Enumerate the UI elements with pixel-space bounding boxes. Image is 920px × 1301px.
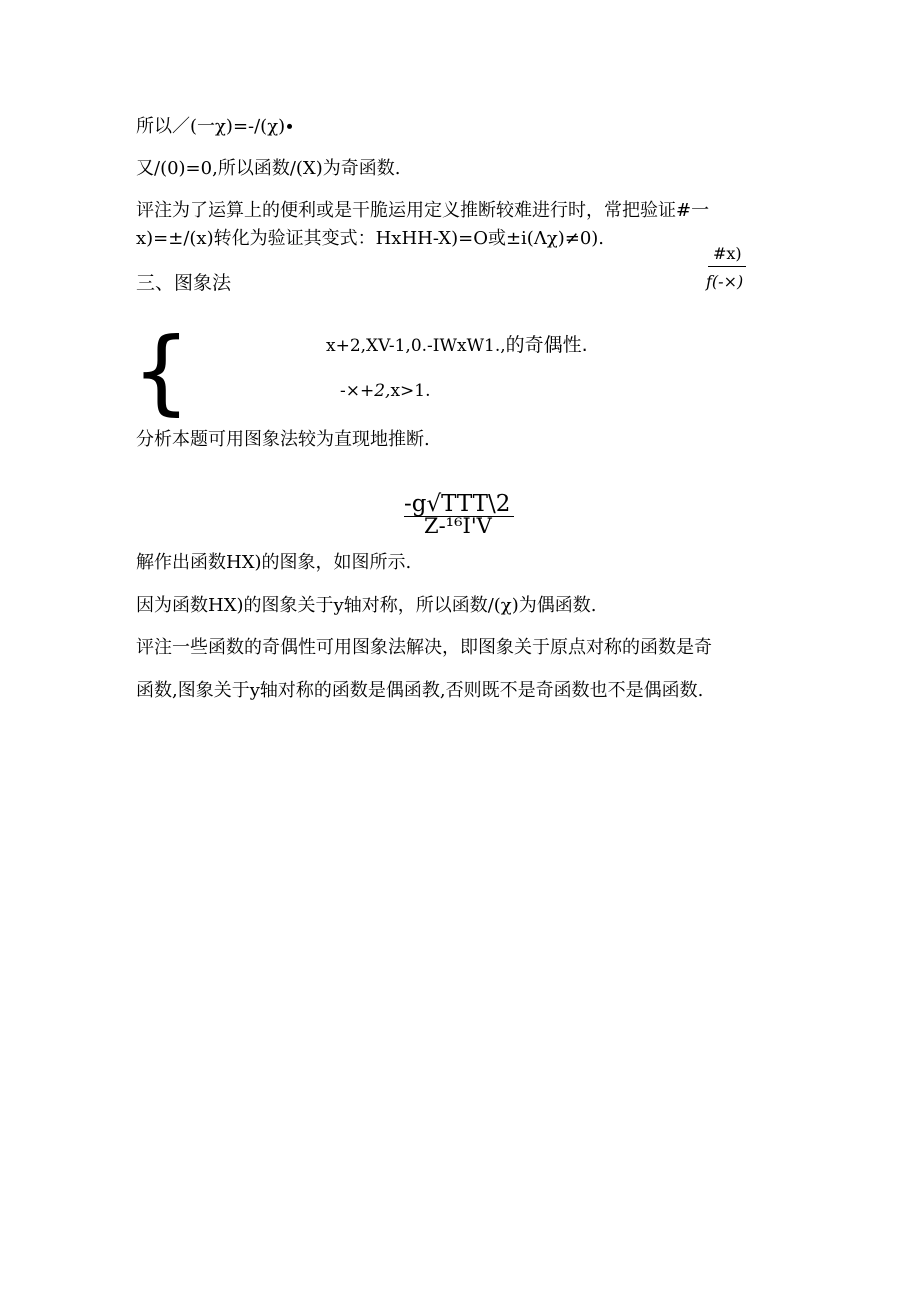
case-2-part-a: -×+	[340, 381, 375, 401]
formula-denominator: Z-¹⁶I'V	[424, 514, 492, 538]
margin-fraction-numerator: #x)	[713, 244, 742, 263]
case-1-tail: 的奇偶性.	[505, 334, 588, 356]
note-line: 评注一些函数的奇偶性可用图象法解决，即图象关于原点对称的函数是奇	[136, 637, 712, 658]
note-line: 函数,图象关于y轴对称的函数是偶函教,否则既不是奇函数也不是偶函数.	[136, 680, 704, 701]
piecewise-case-1	[326, 333, 588, 358]
piecewise-case-2	[340, 379, 431, 403]
formula-numerator: -g√TTT\2	[404, 491, 511, 517]
text-line: x)=±∕(x)转化为验证其变式：HxHH-X)=O或±i(Λχ)≠0).	[136, 228, 605, 249]
margin-fraction-denominator: f(-×)	[706, 272, 744, 291]
solution-line: 因为函数HX)的图象关于y轴对称，所以函数/(χ)为偶函数.	[136, 595, 597, 616]
section-heading: 三、图象法	[136, 272, 232, 294]
case-2-part-c: x>1.	[390, 381, 431, 401]
left-brace: {	[132, 318, 191, 425]
text-line: 所以／(一χ)=-∕(χ)∙	[136, 116, 294, 137]
case-2-part-b: 2,	[374, 381, 391, 401]
case-1-expression: x+2,XV-1,0.-IWxW1.,	[326, 336, 506, 356]
analysis-line: 分析本题可用图象法较为直现地推断.	[136, 429, 430, 450]
text-line: 又/(0)=0,所以函数/(X)为奇函数.	[136, 158, 401, 179]
solution-line: 解作出函数HX)的图象，如图所示.	[136, 552, 412, 573]
margin-fraction-bar	[708, 266, 746, 267]
text-line: 评注为了运算上的便利或是干脆运用定义推断较难进行时，常把验证#一	[136, 200, 710, 221]
